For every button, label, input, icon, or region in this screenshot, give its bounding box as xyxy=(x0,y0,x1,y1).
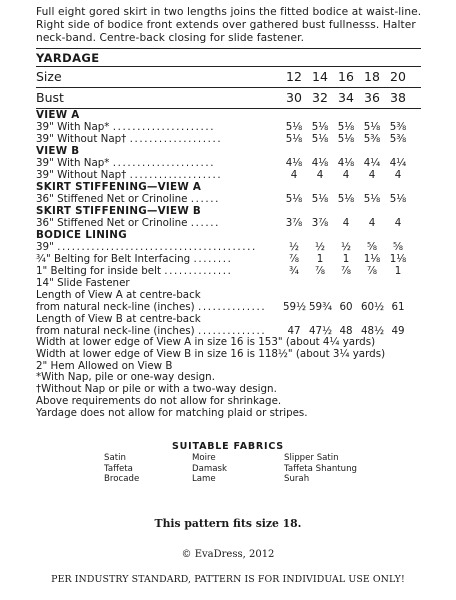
size-row xyxy=(36,68,436,86)
fabrics-column xyxy=(192,453,227,485)
cell: 5⅜ xyxy=(363,133,381,145)
yardage-notes xyxy=(36,337,436,420)
fabric-item: Lame xyxy=(192,474,216,484)
cell: 48 xyxy=(339,325,353,337)
cell: ½ xyxy=(341,241,351,253)
size-value: 12 xyxy=(286,69,302,84)
cell: 4 xyxy=(342,169,350,181)
size-value: 16 xyxy=(338,69,354,84)
cell: 3⅞ xyxy=(285,217,303,229)
cell: ⅞ xyxy=(315,265,325,277)
cell: 5⅛ xyxy=(363,193,381,205)
bust-value: 36 xyxy=(364,90,380,105)
length-b-title: Length of View B at centre-back xyxy=(36,313,201,325)
bust-value: 30 xyxy=(286,90,302,105)
cell: 5⅛ xyxy=(285,133,303,145)
cell: 60 xyxy=(339,301,353,313)
description-line: Right side of bodice front extends over gathered bust fullnesss. Halter xyxy=(36,19,416,31)
cell: 5⅛ xyxy=(311,193,329,205)
length-a-title: Length of View A at centre-back xyxy=(36,289,201,301)
cell: ⅝ xyxy=(367,241,377,253)
view-b-heading: VIEW B xyxy=(36,145,80,157)
cell: 4⅛ xyxy=(337,157,355,169)
cell: 4 xyxy=(368,169,376,181)
note-line: Yardage does not allow for matching plaid or stripes. xyxy=(36,406,308,419)
cell: 4⅛ xyxy=(311,157,329,169)
cell: 5⅛ xyxy=(311,133,329,145)
row-label-text: 1" Belting for inside belt xyxy=(36,265,162,277)
row-label-text: 39" With Nap* xyxy=(36,121,110,133)
pattern-description xyxy=(36,6,436,45)
yardage-heading: YARDAGE xyxy=(36,51,100,65)
cell: ⅝ xyxy=(393,241,403,253)
size-value: 14 xyxy=(312,69,328,84)
cell: 5⅛ xyxy=(389,193,407,205)
cell: 5⅜ xyxy=(389,133,407,145)
cell: ⅞ xyxy=(367,265,377,277)
cell: ½ xyxy=(315,241,325,253)
cell: 47½ xyxy=(309,325,333,337)
size-fit-note: This pattern fits size 18. xyxy=(154,517,302,530)
row-label: 36" Stiffened Net or Crinoline ...... xyxy=(36,193,221,205)
row-label: from natural neck-line (inches) .............. xyxy=(36,301,267,313)
description-line: Full eight gored skirt in two lengths joins the fitted bodice at waist-line. xyxy=(36,6,422,18)
cell: 47 xyxy=(287,325,301,337)
note-line: †Without Nap or pile or with a two-way design. xyxy=(36,383,277,396)
fabric-item: Brocade xyxy=(104,474,140,484)
cell: 59¾ xyxy=(309,301,333,313)
cell: 1⅛ xyxy=(363,253,381,265)
fabric-item: Taffeta Shantung xyxy=(284,463,357,474)
row-label-text: 39" xyxy=(36,241,54,253)
row-label-text: ¾" Belting for Belt Interfacing xyxy=(36,253,191,265)
row-label-text: 36" Stiffened Net or Crinoline xyxy=(36,193,188,205)
fabric-item: Damask xyxy=(192,463,227,474)
cell: 5⅜ xyxy=(389,121,407,133)
cell: 4 xyxy=(290,169,298,181)
fabrics-column xyxy=(104,453,139,485)
cell: 5⅛ xyxy=(311,121,329,133)
view-a-heading: VIEW A xyxy=(36,109,80,121)
cell: 48½ xyxy=(361,325,385,337)
cell: 4 xyxy=(394,169,402,181)
cell: ⅞ xyxy=(341,265,351,277)
row-label: 39" Without Nap† ................... xyxy=(36,133,223,145)
row-label-text: from natural neck-line (inches) xyxy=(36,325,195,337)
row-label: 1" Belting for inside belt .............. xyxy=(36,265,233,277)
lining-heading: BODICE LINING xyxy=(36,229,127,241)
usage-notice: PER INDUSTRY STANDARD, PATTERN IS FOR INDIVIDUAL USE ONLY! xyxy=(51,574,405,585)
cell: 4⅛ xyxy=(285,157,303,169)
cell: 5⅛ xyxy=(285,121,303,133)
cell: 4 xyxy=(316,169,324,181)
row-label: 39" With Nap* ..................... xyxy=(36,121,216,133)
cell: 5⅛ xyxy=(337,193,355,205)
row-label: 39" Without Nap† ................... xyxy=(36,169,223,181)
cell: 5⅛ xyxy=(363,121,381,133)
cell: 4 xyxy=(368,217,376,229)
row-label: 39" ......................................... xyxy=(36,241,257,253)
bust-row xyxy=(36,89,436,107)
cell: 4 xyxy=(394,217,402,229)
cell: 1⅛ xyxy=(389,253,407,265)
cell: 1 xyxy=(342,253,350,265)
note-line: Width at lower edge of View B in size 16 is 118½" (about 3¼ yards) xyxy=(36,347,386,360)
size-value: 20 xyxy=(390,69,406,84)
cell: 1 xyxy=(316,253,324,265)
stiffening-b-heading: SKIRT STIFFENING—VIEW B xyxy=(36,205,202,217)
row-label-text: 39" With Nap* xyxy=(36,157,110,169)
bust-value: 34 xyxy=(338,90,354,105)
fabric-item: Moire xyxy=(192,453,216,463)
cell: 5⅛ xyxy=(337,121,355,133)
divider xyxy=(36,48,421,49)
fabric-item: Taffeta xyxy=(104,463,133,474)
stiffening-a-heading: SKIRT STIFFENING—VIEW A xyxy=(36,181,202,193)
row-label: 36" Stiffened Net or Crinoline ...... xyxy=(36,217,221,229)
size-value: 18 xyxy=(364,69,380,84)
row-label-text: from natural neck-line (inches) xyxy=(36,301,195,313)
description-line: neck-band. Centre-back closing for slide fastener. xyxy=(36,32,305,44)
cell: ⅞ xyxy=(289,253,299,265)
slide-fastener: 14" Slide Fastener xyxy=(36,277,130,289)
note-line: Above requirements do not allow for shrinkage. xyxy=(36,394,282,407)
cell: 1 xyxy=(394,265,402,277)
fabric-item: Slipper Satin xyxy=(284,453,339,463)
divider xyxy=(36,66,421,67)
fabrics-column xyxy=(284,453,357,485)
cell: 60½ xyxy=(361,301,385,313)
divider xyxy=(36,87,421,88)
cell: 3⅞ xyxy=(311,217,329,229)
row-label: from natural neck-line (inches) .............. xyxy=(36,325,267,337)
cell: ¾ xyxy=(289,265,299,277)
cell: 49 xyxy=(391,325,405,337)
cell: 5⅛ xyxy=(285,193,303,205)
row-label-text: 39" Without Nap† xyxy=(36,169,127,181)
size-label: Size xyxy=(36,69,62,84)
fabric-item: Satin xyxy=(104,453,126,463)
note-line: *With Nap, pile or one-way design. xyxy=(36,371,215,384)
cell: 5⅛ xyxy=(337,133,355,145)
note-line: 2" Hem Allowed on View B xyxy=(36,359,173,372)
fabric-item: Surah xyxy=(284,474,310,484)
bust-value: 38 xyxy=(390,90,406,105)
row-label-text: 39" Without Nap† xyxy=(36,133,127,145)
row-label: ¾" Belting for Belt Interfacing ........ xyxy=(36,253,233,265)
note-line: Width at lower edge of View A in size 16 is 153" (about 4¼ yards) xyxy=(36,336,376,348)
cell: 61 xyxy=(391,301,405,313)
bust-value: 32 xyxy=(312,90,328,105)
cell: 59½ xyxy=(283,301,307,313)
cell: 4¼ xyxy=(389,157,407,169)
row-label: 39" With Nap* ..................... xyxy=(36,157,216,169)
row-label-text: 36" Stiffened Net or Crinoline xyxy=(36,217,188,229)
bust-label: Bust xyxy=(36,90,64,105)
copyright: © EvaDress, 2012 xyxy=(181,549,275,560)
fabrics-title: SUITABLE FABRICS xyxy=(172,441,284,452)
cell: 4 xyxy=(342,217,350,229)
cell: ½ xyxy=(289,241,299,253)
cell: 4¼ xyxy=(363,157,381,169)
